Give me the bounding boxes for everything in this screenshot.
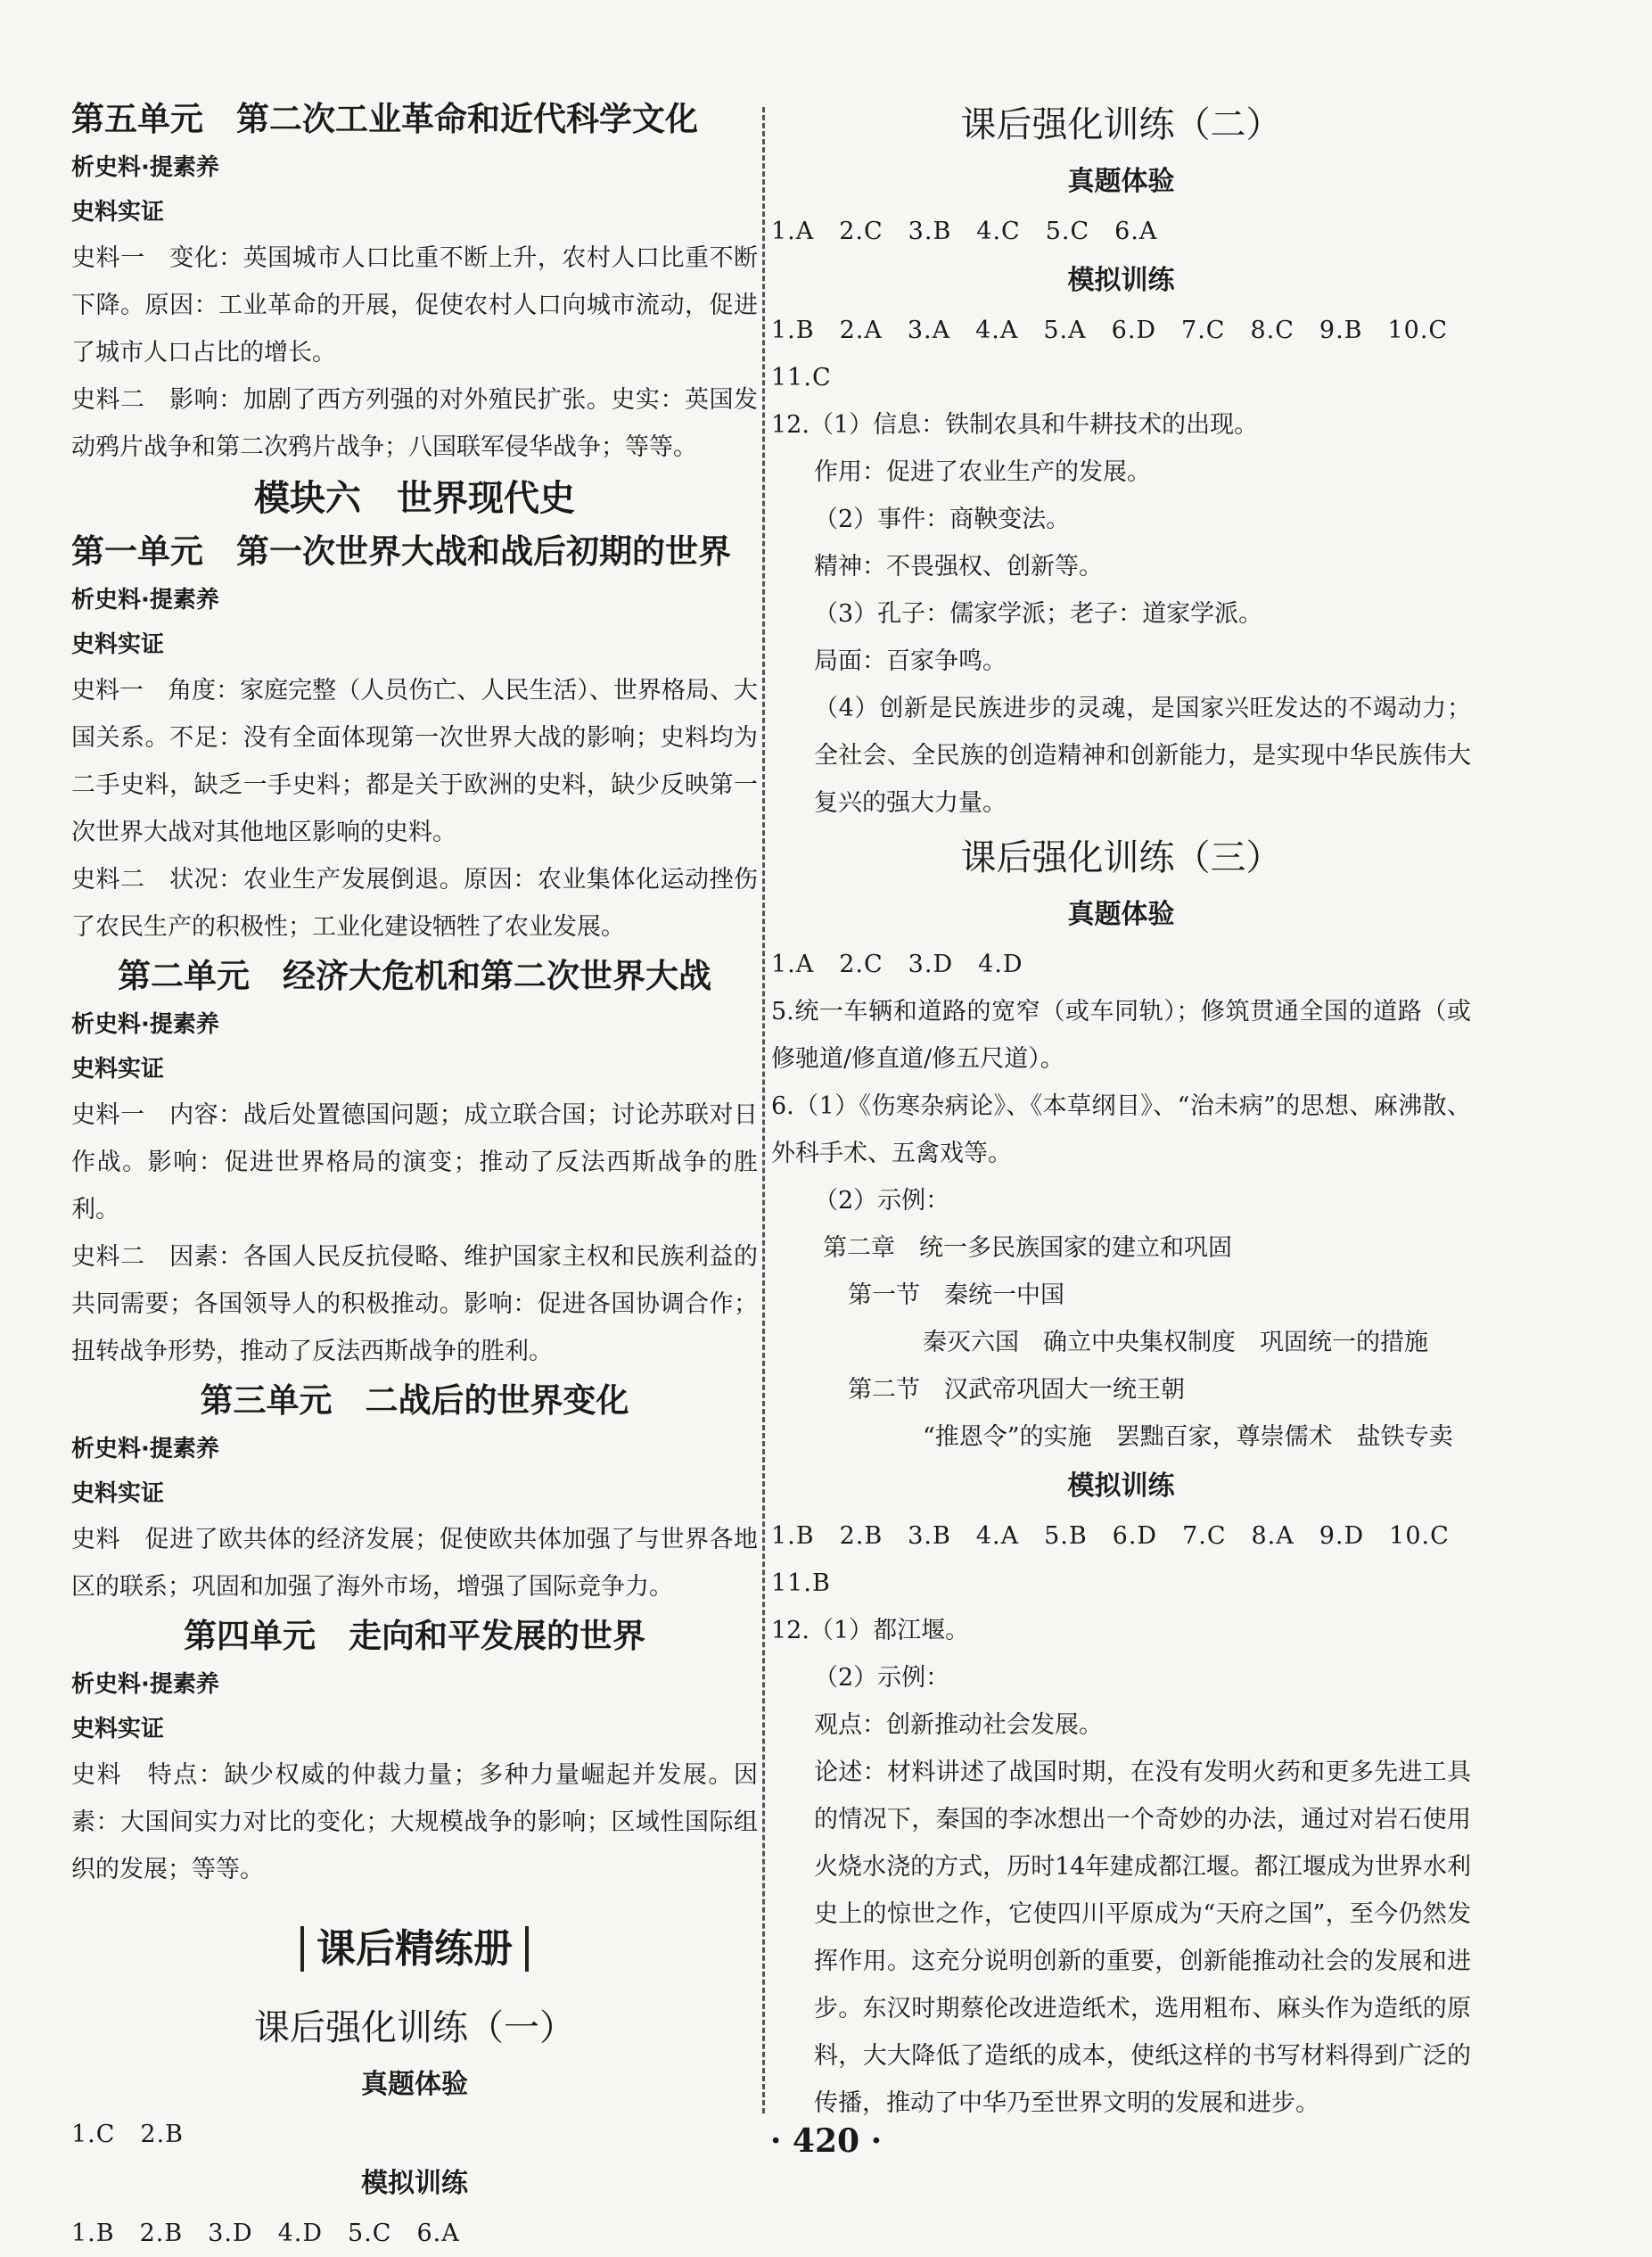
- unit5-para-1: 史料一 变化：英国城市人口比重不断上升，农村人口比重不断下降。原因：工业革命的开展，促使农村人口向城市流动，促进了城市人口占比的增长。: [71, 244, 758, 367]
- unit2-tag-analysis: 析史料·提素养: [71, 1011, 219, 1038]
- training3-mock-heading: 模拟训练: [1067, 1470, 1175, 1502]
- training3-mock-answers-1: 1.B 2.B 3.B 4.A 5.B 6.D 7.C 8.A 9.D 10.C: [771, 1522, 1450, 1550]
- training2-real-answers: 1.A 2.C 3.B 4.C 5.C 6.A: [771, 218, 1158, 245]
- training2-title: 课后强化训练（二）: [960, 104, 1282, 145]
- training1-mock-answers: 1.B 2.B 3.D 4.D 5.C 6.A: [71, 2220, 460, 2247]
- unit4-tag-evidence: 史料实证: [71, 1716, 165, 1742]
- unit1-tag-analysis: 析史料·提素养: [71, 587, 219, 614]
- training1-real-heading: 真题体验: [361, 2069, 468, 2100]
- unit2-title: 第二单元 经济大危机和第二次世界大战: [118, 957, 711, 995]
- unit5-tag-analysis: 析史料·提素养: [71, 154, 219, 181]
- unit2-para-1: 史料一 内容：战后处置德国问题；成立联合国；讨论苏联对日作战。影响：促进世界格局的演变；推动了反法西斯战争的胜利。: [71, 1101, 758, 1223]
- training3-q6-part1: 6.（1）《伤寒杂病论》、《本草纲目》、“治未病”的思想、麻沸散、外科手术、五禽戏等。: [771, 1092, 1471, 1167]
- training2-real-heading: 真题体验: [1067, 166, 1175, 197]
- unit3-tag-evidence: 史料实证: [71, 1480, 165, 1507]
- training2-q12-line1: 12.（1）信息：铁制农具和牛耕技术的出现。: [771, 411, 1259, 439]
- training3-q6-part2: （2）示例：: [814, 1187, 950, 1215]
- unit4-tag-analysis: 析史料·提素养: [71, 1671, 219, 1698]
- training1-title: 课后强化训练（一）: [254, 2007, 575, 2048]
- booklet-title: 课后精练册: [300, 1926, 529, 1972]
- unit2-para-2: 史料二 因素：各国人民反抗侵略、维护国家主权和民族利益的共同需要；各国领导人的积极推动。影响：促进各国协调合作；扭转战争形势，推动了反法西斯战争的胜利。: [71, 1243, 758, 1365]
- training1-mock-heading: 模拟训练: [361, 2168, 468, 2199]
- training3-q12-line1: 12.（1）都江堰。: [771, 1617, 970, 1644]
- right-column: [771, 94, 1471, 2127]
- training2-q12-line3: （2）事件：商鞅变法。: [814, 506, 1071, 533]
- training2-q12-line6: 局面：百家争鸣。: [814, 647, 1007, 675]
- training3-outline-section2-items: “推恩令”的实施 罢黜百家，尊崇儒术 盐铁专卖: [923, 1423, 1453, 1451]
- training3-q12-line3: 观点：创新推动社会发展。: [814, 1711, 1103, 1739]
- training2-q12-line2: 作用：促进了农业生产的发展。: [814, 458, 1151, 486]
- training3-outline-section1-items: 秦灭六国 确立中央集权制度 巩固统一的措施: [923, 1329, 1428, 1356]
- training2-mock-answers-2: 11.C: [771, 364, 832, 391]
- training2-q12-line5: （3）孔子：儒家学派；老子：道家学派。: [814, 600, 1263, 628]
- unit4-title: 第四单元 走向和平发展的世界: [184, 1617, 645, 1655]
- training3-outline-section2: 第二节 汉武帝巩固大一统王朝: [848, 1376, 1185, 1404]
- unit1-title: 第一单元 第一次世界大战和战后初期的世界: [71, 532, 731, 571]
- training3-real-heading: 真题体验: [1067, 899, 1175, 930]
- unit5-title: 第五单元 第二次工业革命和近代科学文化: [71, 100, 698, 138]
- training3-outline-chapter: 第二章 统一多民族国家的建立和巩固: [823, 1234, 1232, 1262]
- unit2-tag-evidence: 史料实证: [71, 1056, 165, 1083]
- unit1-para-2: 史料二 状况：农业生产发展倒退。原因：农业集体化运动挫伤了农民生产的积极性；工业化建设牺牲了农业发展。: [71, 866, 758, 941]
- training2-q12-line7: （4）创新是民族进步的灵魂，是国家兴旺发达的不竭动力；全社会、全民族的创造精神和创新能力，是实现中华民族伟大复兴的强大力量。: [814, 695, 1471, 817]
- training2-q12-line4: 精神：不畏强权、创新等。: [814, 553, 1103, 581]
- unit5-para-2: 史料二 影响：加剧了西方列强的对外殖民扩张。史实：英国发动鸦片战争和第二次鸦片战争；八国联军侵华战争；等等。: [71, 386, 758, 461]
- training3-q12-line4: 论述：材料讲述了战国时期，在没有发明火药和更多先进工具的情况下，秦国的李冰想出一个奇妙的办法，通过对岩石使用火烧水浇的方式，历时14年建成都江堰。都江堰成为世界水利史上的惊世之作，它使四川平原成为“天府之国”，至今仍然发挥作用。这充分说明创新的重要，创新能推动社会的发展和进步。东汉时期蔡伦改进造纸术，选用粗布、麻头作为造纸的原料，大大降低了造纸的成本，使纸这样的书写材料得到广泛的传播，推动了中华乃至世界文明的发展和进步。: [814, 1759, 1471, 2117]
- training3-q5: 5.统一车辆和道路的宽窄（或车同轨）；修筑贯通全国的道路（或修驰道/修直道/修五尺道）。: [771, 998, 1471, 1073]
- unit3-title: 第三单元 二战后的世界变化: [200, 1381, 629, 1420]
- left-column: [71, 94, 758, 2257]
- training2-mock-heading: 模拟训练: [1067, 265, 1175, 296]
- column-divider: [762, 107, 765, 2113]
- training3-q12-line2: （2）示例：: [814, 1664, 950, 1692]
- unit3-para-1: 史料 促进了欧共体的经济发展；促使欧共体加强了与世界各地区的联系；巩固和加强了海外市场，增强了国际竞争力。: [71, 1526, 758, 1601]
- training3-mock-answers-2: 11.B: [771, 1569, 831, 1597]
- training1-real-answers: 1.C 2.B: [71, 2121, 185, 2148]
- unit5-tag-evidence: 史料实证: [71, 199, 165, 226]
- training3-outline-section1: 第一节 秦统一中国: [848, 1281, 1064, 1309]
- page-number: · 420 ·: [769, 2122, 883, 2160]
- unit1-para-1: 史料一 角度：家庭完整（人员伤亡、人民生活）、世界格局、大国关系。不足：没有全面体现第一次世界大战的影响；史料均为二手史料，缺乏一手史料；都是关于欧洲的史料，缺少反映第一次世界大战对其他地区影响的史料。: [71, 677, 758, 846]
- booklet-heading: [71, 1918, 758, 1981]
- training3-title: 课后强化训练（三）: [960, 837, 1282, 878]
- training2-mock-answers-1: 1.B 2.A 3.A 4.A 5.A 6.D 7.C 8.C 9.B 10.C: [771, 317, 1449, 344]
- unit3-tag-analysis: 析史料·提素养: [71, 1436, 219, 1462]
- module6-title: 模块六 世界现代史: [254, 478, 575, 519]
- unit1-tag-evidence: 史料实证: [71, 631, 165, 658]
- training3-real-answers: 1.A 2.C 3.D 4.D: [771, 951, 1023, 978]
- unit4-para-1: 史料 特点：缺少权威的仲裁力量；多种力量崛起并发展。因素：大国间实力对比的变化；大规模战争的影响；区域性国际组织的发展；等等。: [71, 1761, 758, 1883]
